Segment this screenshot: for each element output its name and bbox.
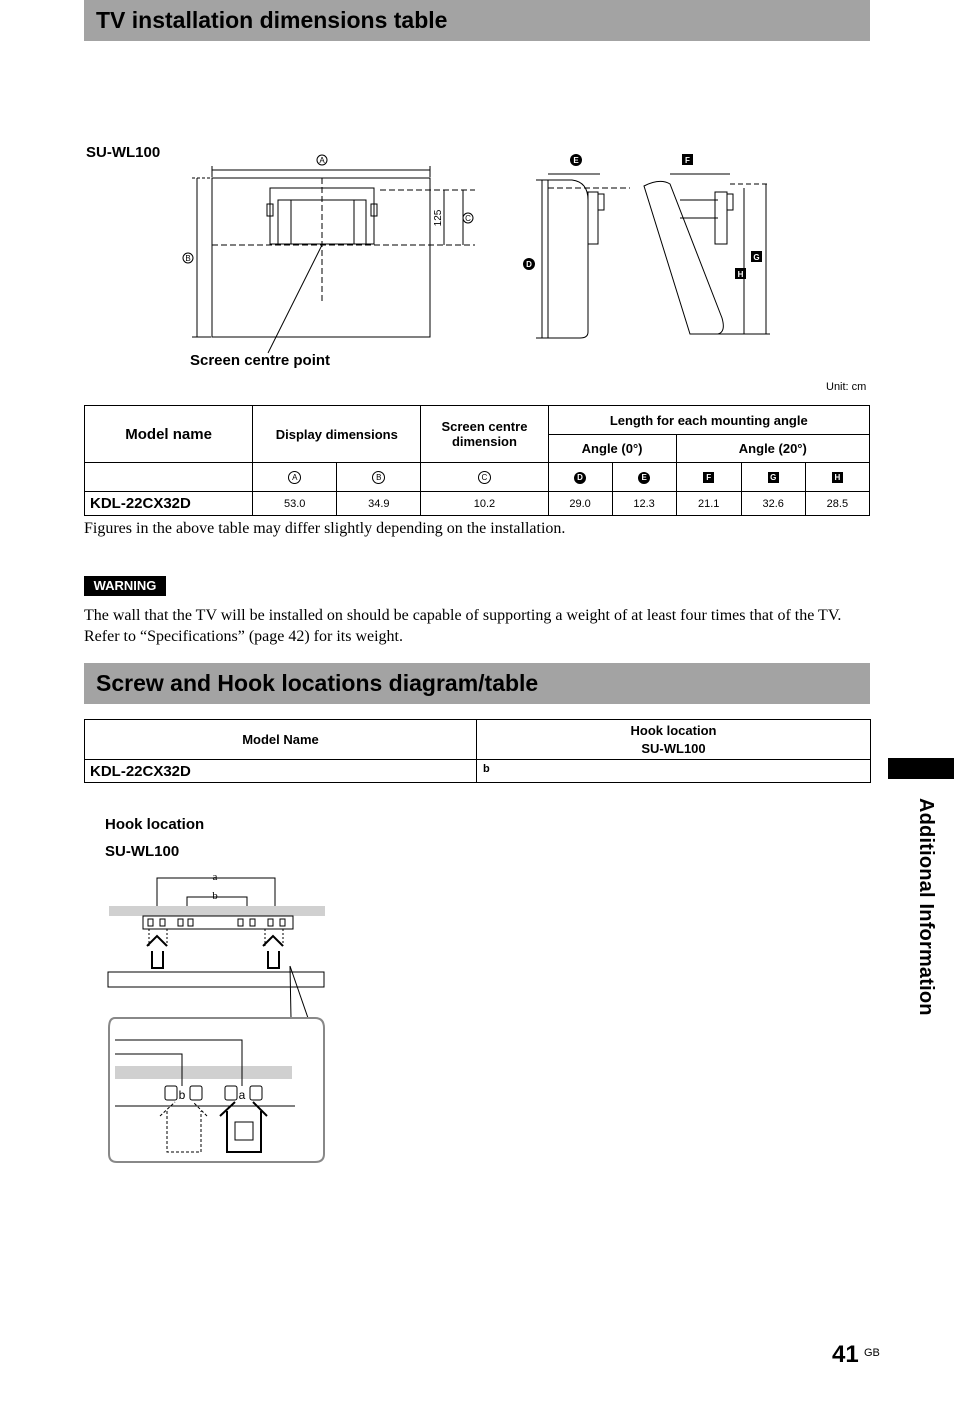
dimension-f-label: F: [685, 156, 690, 165]
section-title: TV installation dimensions table: [96, 7, 448, 33]
row-hook-value: b: [477, 760, 871, 783]
value-g: 32.6: [741, 492, 805, 516]
value-f: 21.1: [676, 492, 741, 516]
value-h: 28.5: [805, 492, 869, 516]
dimension-a-label: A: [319, 156, 325, 165]
page-number: 41: [832, 1341, 859, 1368]
dimension-e-label: E: [573, 156, 579, 165]
hook-model-label: SU-WL100: [641, 740, 706, 756]
table-note: Figures in the above table may differ slightly depending on the installation.: [84, 520, 566, 537]
letter-g: G: [768, 472, 779, 483]
hook-location-table: [84, 719, 871, 783]
row-model: KDL-22CX32D: [85, 492, 253, 516]
tv-front-outline: [212, 178, 430, 337]
page-suffix: GB: [864, 1347, 880, 1359]
dimensions-table: [84, 405, 870, 516]
warning-text: The wall that the TV will be installed on should be capable of supporting a weight of at least four times that of the TV. Refer to “Specifications” (page 42) for its weight.: [84, 607, 842, 645]
header-model-name: Model name: [85, 406, 253, 463]
value-c: 10.2: [421, 492, 548, 516]
letter-a: A: [288, 471, 301, 484]
header-angle-0: Angle (0°): [548, 435, 676, 463]
hook-location-diagram: [105, 866, 330, 1166]
hook-label-a: a: [212, 871, 218, 883]
warning-badge: WARNING: [84, 576, 166, 596]
hook-diagram-title: Hook location: [105, 816, 205, 833]
dimension-b-label: B: [185, 254, 191, 263]
sidebar-section-label: Additional Information: [915, 798, 937, 1016]
hook-label-b: b: [212, 890, 218, 902]
dimension-d-label: D: [526, 260, 532, 269]
header-length-each-angle: Length for each mounting angle: [548, 406, 869, 435]
value-d: 29.0: [548, 492, 612, 516]
table-row: [85, 492, 870, 516]
screen-centre-point-label: Screen centre point: [190, 352, 331, 369]
unit-label: Unit: cm: [826, 381, 867, 393]
installation-dimension-diagram: [170, 148, 790, 378]
letter-b: B: [372, 471, 385, 484]
letter-e: E: [638, 472, 650, 484]
value-b: 34.9: [337, 492, 421, 516]
dimension-h-label: H: [737, 270, 744, 279]
header-model-name: Model Name: [85, 720, 477, 760]
section-header-screw-hook: [84, 663, 870, 704]
value-e: 12.3: [612, 492, 676, 516]
zoom-label-b: b: [178, 1088, 186, 1102]
model-label: SU-WL100: [86, 144, 161, 161]
zoom-label-a: a: [238, 1088, 246, 1102]
section-title: Screw and Hook locations diagram/table: [96, 670, 539, 696]
hook-location-label: Hook location: [630, 722, 717, 738]
letter-h: H: [832, 472, 843, 483]
letter-f: F: [703, 472, 714, 483]
sidebar-tab-marker: [888, 758, 954, 779]
section-header-installation-dimensions: [84, 0, 870, 41]
header-hook-location: [477, 720, 871, 760]
header-display-dimensions: Display dimensions: [253, 406, 421, 463]
letter-d: D: [574, 472, 586, 484]
dimension-125-label: 125: [433, 209, 444, 227]
value-a: 53.0: [253, 492, 337, 516]
letter-c: C: [478, 471, 491, 484]
row-model: KDL-22CX32D: [85, 760, 477, 783]
header-screen-centre: Screen centre dimension: [421, 406, 548, 463]
hook-diagram-model: SU-WL100: [105, 843, 180, 860]
dimension-g-label: G: [753, 253, 760, 262]
dimension-c-label: C: [465, 214, 471, 223]
header-angle-20: Angle (20°): [676, 435, 869, 463]
table-row: [85, 760, 871, 783]
